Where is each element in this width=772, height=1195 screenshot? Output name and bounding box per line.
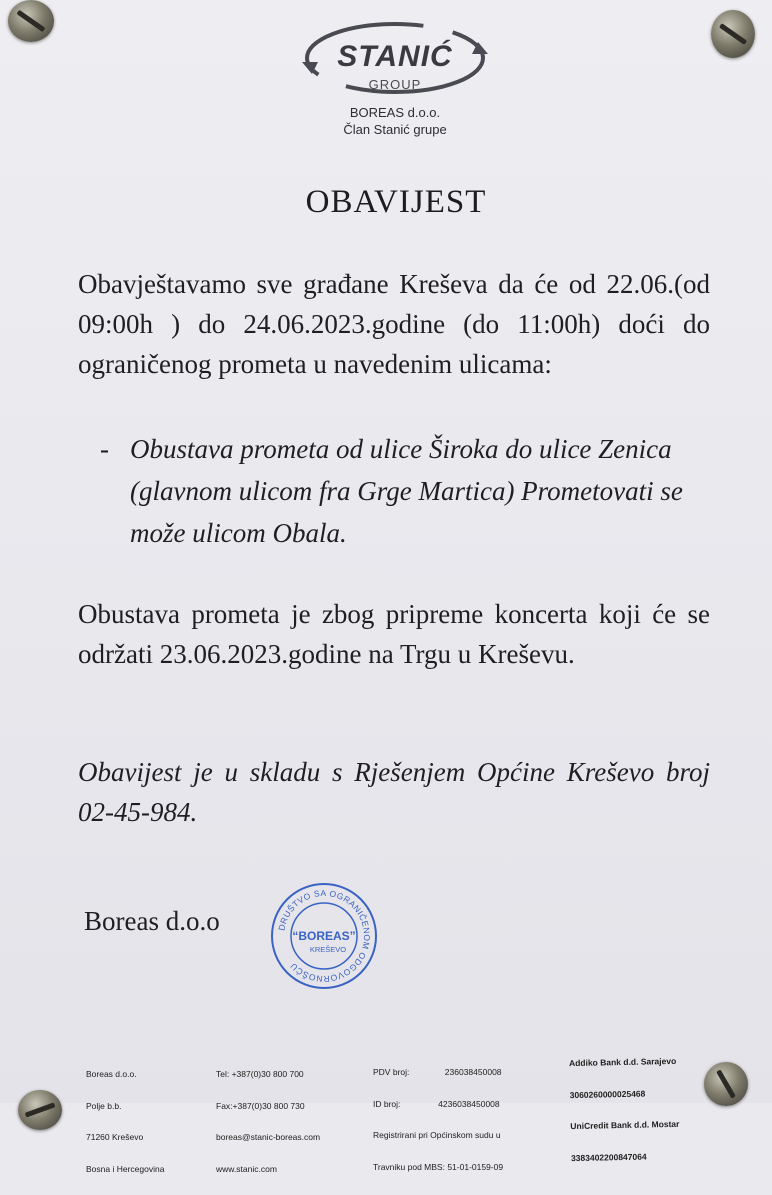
footer-line: Polje b.b.: [86, 1100, 122, 1111]
footer-line: Travniku pod MBS: 51-01-0159-09: [373, 1161, 504, 1172]
screw-icon: [18, 1090, 62, 1130]
page-title: OBAVIJEST: [305, 184, 487, 220]
footer-line: 3060260000025468: [569, 1088, 646, 1100]
svg-text:“BOREAS”: “BOREAS”: [292, 929, 356, 943]
screw-icon: [704, 1062, 748, 1106]
footer-website[interactable]: www.stanic.com: [216, 1163, 277, 1174]
company-member: Član Stanić grupe: [343, 122, 447, 137]
paragraph-intro: Obavještavamo sve građane Kreševa da će od 22.06.(od 09:00h ) do 24.06.2023.godine (do 11:00h) doći do ograničenog prometa u navedenim ulicama:: [78, 269, 710, 379]
footer-line: 71260 Kreševo: [86, 1132, 144, 1142]
paragraph-legal: Obavijest je u skladu s Rješenjem Općine Kreševo broj 02-45-984.: [78, 757, 710, 827]
footer-line: Registrirani pri Općinskom sudu u: [373, 1130, 501, 1140]
company-stamp: [268, 880, 380, 992]
footer-line: 3383402200847064: [570, 1151, 647, 1163]
footer-line: Addiko Bank d.d. Sarajevo: [568, 1055, 677, 1069]
footer-line: Fax:+387(0)30 800 730: [216, 1100, 305, 1111]
company-name: BOREAS d.o.o.: [349, 105, 441, 120]
stamp-seal-icon: [268, 880, 380, 992]
svg-text:KREŠEVO: KREŠEVO: [309, 945, 347, 954]
bullet-text: Obustava prometa od ulice Široka do ulice Zenica (glavnom ulicom fra Grge Martica) Prometovati se može ulicom Obala.: [130, 434, 683, 548]
screw-icon: [711, 10, 755, 58]
footer-registration: [373, 1046, 503, 1193]
footer-line: Boreas d.o.o.: [86, 1069, 137, 1079]
footer-line: PDV broj: 236038450008: [373, 1067, 502, 1077]
logo-brand: STANIĆ: [337, 40, 453, 73]
company-header: [300, 104, 490, 138]
paragraph-reason: Obustava prometa je zbog pripreme koncerta koji će se održati 23.06.2023.godine na Trgu u Kreševu.: [78, 599, 710, 669]
footer-line: ID broj: 4236038450008: [373, 1098, 500, 1109]
footer-bank: [568, 1035, 680, 1184]
footer-line: UniCredit Bank d.d. Mostar: [570, 1118, 680, 1132]
footer-line: Bosna i Hercegovina: [86, 1163, 165, 1174]
screw-icon: [8, 0, 54, 42]
footer-email[interactable]: boreas@stanic-boreas.com: [216, 1132, 321, 1142]
signature: Boreas d.o.o: [84, 906, 220, 936]
stanic-group-logo: [300, 20, 490, 100]
logo-group: GROUP: [368, 77, 422, 92]
footer-line: Tel: +387(0)30 800 700: [216, 1069, 304, 1079]
footer-address: [86, 1048, 164, 1195]
svg-text:DRUŠTVO SA OGRANIČENOM ODGOVOR: DRUŠTVO SA OGRANIČENOM ODGOVORNOŠĆU: [276, 887, 373, 985]
footer-contact: [216, 1048, 320, 1195]
bullet-marker: -: [100, 434, 109, 464]
